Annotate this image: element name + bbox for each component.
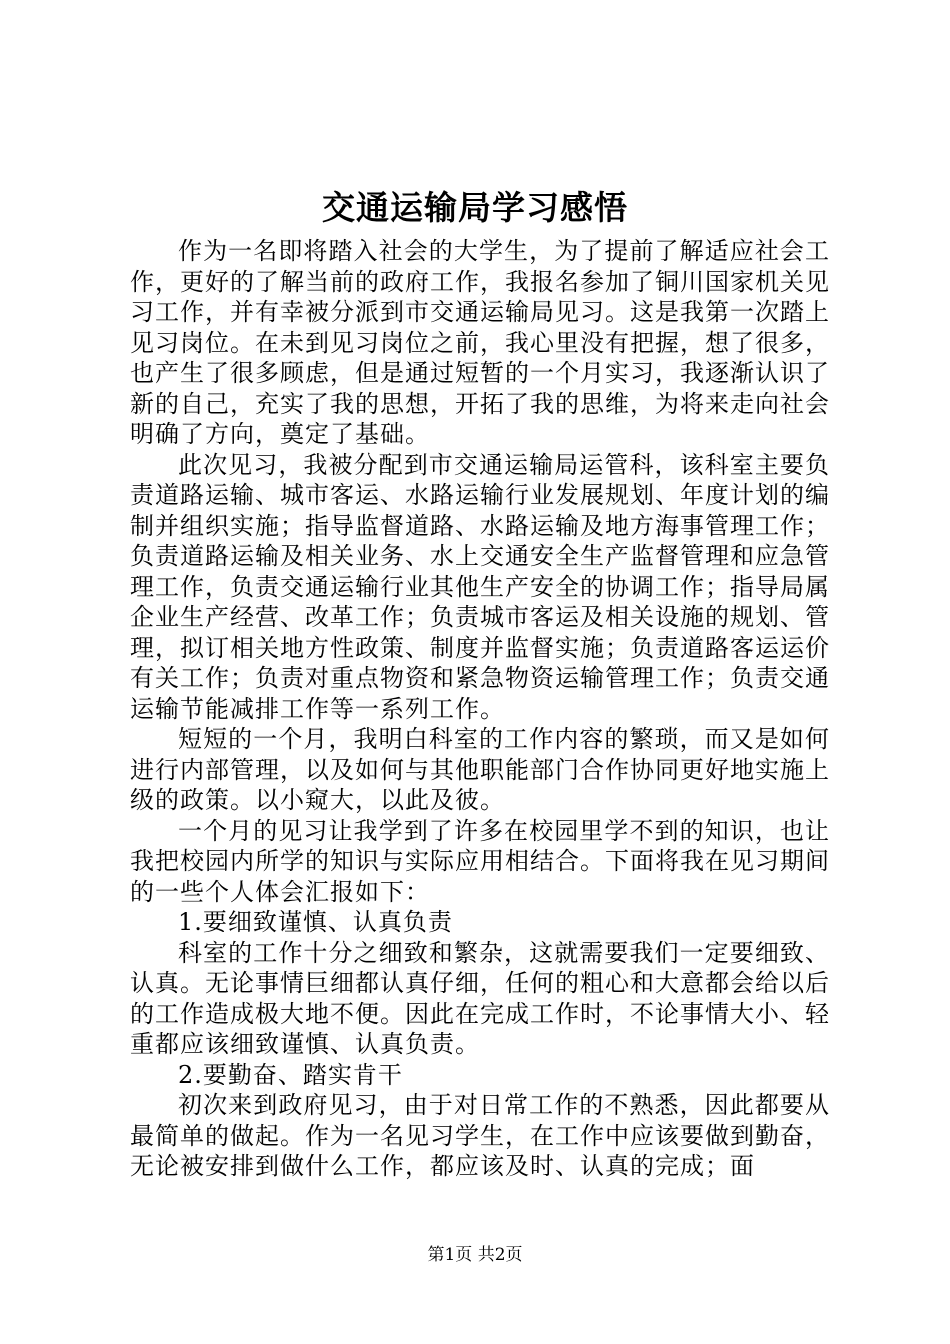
paragraph-intro: 作为一名即将踏入社会的大学生，为了提前了解适应社会工作，更好的了解当前的政府工作，我报名参加了铜川国家机关见习工作，并有幸被分派到市交通运输局见习。这是我第一次踏上见习岗位。在未到见习岗位之前，我心里没有把握，想了很多，也产生了很多顾虑，但是通过短暂的一个月实习，我逐渐认识了新的自己，充实了我的思想，开拓了我的思维，为将来走向社会明确了方向，奠定了基础。	[130, 237, 830, 448]
document-title: 交通运输局学习感悟	[322, 188, 628, 227]
paragraph-assignment: 此次见习，我被分配到市交通运输局运管科，该科室主要负责道路运输、城市客运、水路运输行业发展规划、年度计划的编制并组织实施；指导监督道路、水路运输及地方海事管理工作；负责道路运输及相关业务、水上交通安全生产监督管理和应急管理工作，负责交通运输行业其他生产安全的协调工作；指导局属企业生产经营、改革工作；负责城市客运及相关设施的规划、管理，拟订相关地方性政策、制度并监督实施；负责道路客运运价有关工作；负责对重点物资和紧急物资运输管理工作；负责交通运输节能减排工作等一系列工作。	[130, 450, 830, 723]
section-text-2: 初次来到政府见习，由于对日常工作的不熟悉，因此都要从最简单的做起。作为一名见习学生，在工作中应该要做到勤奋，无论被安排到做什么工作，都应该及时、认真的完成；面	[130, 1091, 830, 1180]
page-number-footer: 第1页 共2页	[427, 1245, 523, 1265]
section-heading-1: 1.要细致谨慎、认真负责	[178, 908, 453, 936]
document-body	[130, 236, 830, 1182]
section-text-1: 科室的工作十分之细致和繁杂，这就需要我们一定要细致、认真。无论事情巨细都认真仔细，任何的粗心和大意都会给以后的工作造成极大地不便。因此在完成工作时，不论事情大小、轻重都应该细致谨慎、认真负责。	[130, 938, 830, 1058]
paragraph-summary: 一个月的见习让我学到了许多在校园里学不到的知识，也让我把校园内所学的知识与实际应用相结合。下面将我在见习期间的一些个人体会汇报如下：	[130, 816, 830, 906]
paragraph-month: 短短的一个月，我明白科室的工作内容的繁琐，而又是如何进行内部管理，以及如何与其他职能部门合作协同更好地实施上级的政策。以小窥大，以此及彼。	[130, 725, 830, 814]
section-heading-2: 2.要勤奋、踏实肯干	[178, 1060, 403, 1089]
